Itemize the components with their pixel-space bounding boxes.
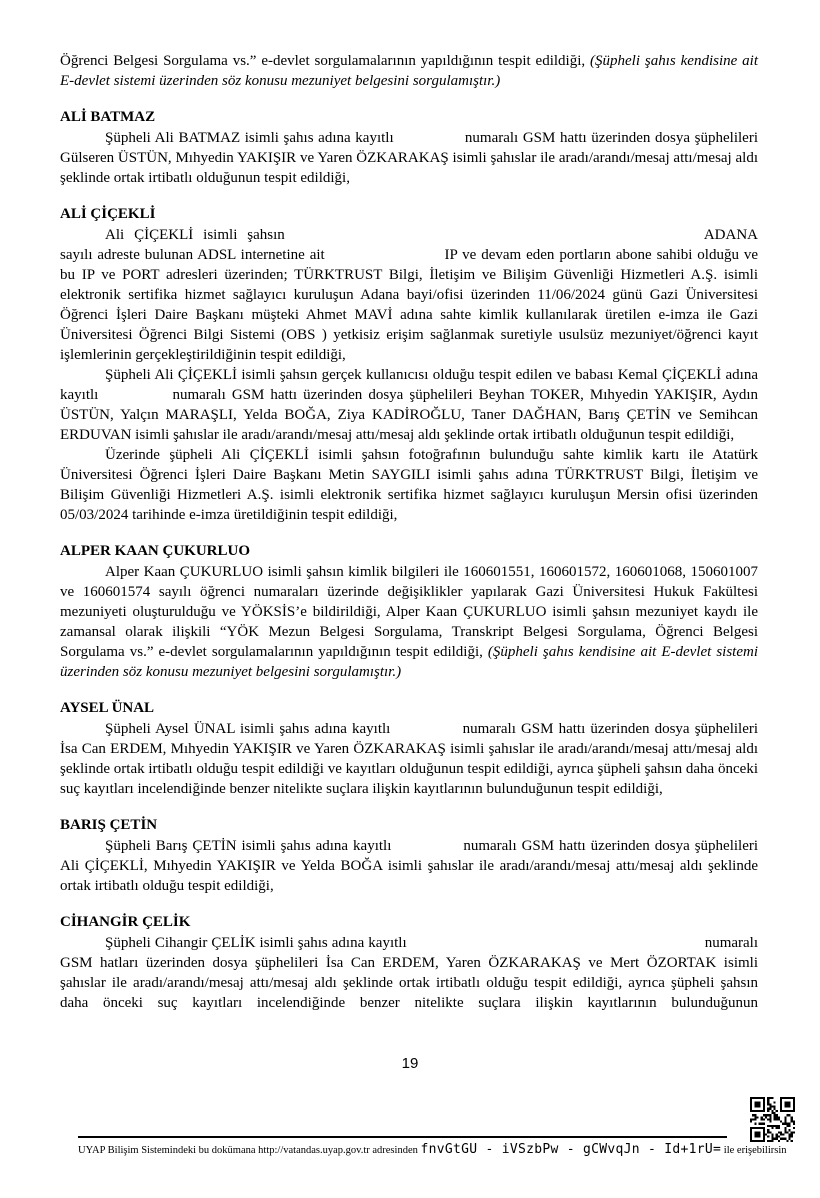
section-heading: BARIŞ ÇETİN	[60, 817, 158, 833]
redacted-blank	[411, 946, 701, 947]
document-section	[60, 698, 758, 799]
paragraph	[60, 225, 758, 365]
footer-divider	[78, 1136, 727, 1138]
text-run: Şüpheli Ali BATMAZ isimli şahıs adına kayıtlı	[105, 130, 394, 146]
document-section	[60, 204, 758, 525]
verification-code: fnvGtGU - iVSzbPw - gCWvqJn - Id+1rU=	[420, 1142, 722, 1157]
paragraph	[60, 836, 758, 896]
qr-code	[750, 1097, 795, 1142]
text-run: Öğrenci Belgesi Sorgulama vs.” e-devlet sorgulamalarının yapıldığının tespit edildiği,	[60, 53, 586, 69]
redacted-blank	[398, 141, 460, 142]
redacted-blank	[295, 238, 695, 239]
text-run: Şüpheli Cihangir ÇELİK isimli şahıs adına kayıtlı	[105, 935, 407, 951]
document-section	[60, 912, 758, 1013]
italic-text: (Şüpheli şahıs kendisine ait E-devlet sistemi üzerinden söz konusu mezuniyet belgesini sorgulamıştır.)	[60, 53, 758, 89]
section-heading: CİHANGİR ÇELİK	[60, 914, 191, 930]
document-section	[60, 107, 758, 188]
paragraph	[60, 445, 758, 525]
page-number: 19	[401, 1055, 419, 1072]
redacted-blank	[395, 732, 457, 733]
document-section	[60, 541, 758, 682]
text-run: numaralı GSM hatları üzerinden dosya şüphelileri İsa Can ERDEM, Yaren ÖZKARAKAŞ ve Mert ÖZORTAK isimli şahıslar ile aradı/arandı/mesaj attı/mesaj aldı şeklinde ortak irtibatlı olduğu tespit edildiği, ayrıca şüpheli şahsın daha önceki suç kayıtları incelendiğinde benzer nitelikte suçlara ilişkin kayıtlarının bulunduğunun	[60, 935, 759, 1011]
section-heading: AYSEL ÜNAL	[60, 700, 155, 716]
paragraph	[60, 933, 758, 1013]
text-run: Şüpheli Ali ÇİÇEKLİ isimli şahsın gerçek kullanıcısı olduğu tespit edilen ve babası Kemal ÇİÇEKLİ adına kayıtlı	[60, 367, 758, 403]
redacted-blank	[396, 849, 458, 850]
paragraph	[60, 562, 758, 682]
text-run: ADANA sayılı adreste bulunan ADSL internetine ait	[60, 227, 759, 263]
paragraph	[60, 719, 758, 799]
footer-prefix: UYAP Bilişim Sistemindeki bu dokümana http://vatandas.uyap.gov.tr adresinden	[78, 1145, 418, 1156]
text-run: IP ve devam eden portların abone sahibi olduğu ve bu IP ve PORT adresleri üzerinden; TÜRKTRUST Bilgi, İletişim ve Bilişim Güvenliği Hizmetleri A.Ş. isimli elektronik sertifika hizmet sağlayıcı kuruluşun Adana bayi/ofisi üzerinden 11/06/2024 günü Gazi Üniversitesi Öğrenci İşleri Daire Başkanı müşteki Ahmet MAVİ adına sahte kimlik kullanılarak üretilen e-imza ile Gazi Üniversitesi Öğrenci Bilgi Sistemi (OBS ) yetkisiz erişim sağlanmak suretiyle usulsüz mezuniyet/öğrenci kayıt işlemlerinin gerçekleştirildiğinin tespit edildiği,	[60, 247, 759, 363]
paragraph	[60, 51, 758, 91]
text-run: Üzerinde şüpheli Ali ÇİÇEKLİ isimli şahsın fotoğrafının bulunduğu sahte kimlik kartı ile Atatürk Üniversitesi Öğrenci İşleri Daire Başkanı Metin SAYGILI isimli şahıs adına TÜRKTRUST Bilgi, İletişim ve Bilişim Güvenliği Hizmetleri A.Ş. isimli elektronik sertifika hizmet sağlayıcı kuruluşun Mersin ofisi üzerinden 05/03/2024 tarihinde e-imza üretildiğinin tespit edildiği,	[60, 447, 758, 523]
redacted-blank	[104, 398, 166, 399]
text-run: Şüpheli Aysel ÜNAL isimli şahıs adına kayıtlı	[105, 721, 391, 737]
document-body	[60, 51, 758, 1013]
text-run: Alper Kaan ÇUKURLUO isimli şahsın kimlik bilgileri ile 160601551, 160601572, 160601068, 150601007 ve 160601574 sayılı öğrenci numaraları üzerinde değişiklikler yapılarak Gazi Üniversitesi Hukuk Fakültesi mezuniyeti oluşturulduğu ve YÖKSİS’e bildirildiği, Alper Kaan ÇUKURLUO isimli şahsın mezuniyet kaydı ile zamansal olarak ilişkili “YÖK Mezun Belgesi Sorgulama, Transkript Belgesi Sorgulama, Öğrenci Belgesi Sorgulama vs.” e-devlet sorgulamalarının yapıldığının tespit edildiği,	[60, 564, 758, 660]
text-run: numaralı GSM hattı üzerinden dosya şüphelileri Beyhan TOKER, Mıhyedin YAKIŞIR, Aydın ÜSTÜN, Yalçın MARAŞLI, Yelda BOĞA, Ziya KADİROĞLU, Taner DAĞHAN, Barış ÇETİN ve Semihcan ERDUVAN isimli şahıslar ile aradı/arandı/mesaj attı/mesaj aldı şeklinde ortak irtibatlı olduğunun tespit edildiği,	[60, 387, 759, 443]
paragraph	[60, 128, 758, 188]
text-run: numaralı GSM hattı üzerinden dosya şüphelileri İsa Can ERDEM, Mıhyedin YAKIŞIR ve Yaren ÖZKARAKAŞ isimli şahıslar ile aradı/arandı/mesaj attı/mesaj aldı şeklinde ortak irtibatlı olduğu tespit edildiği ve kayıtları olduğunun tespit edildiği, ayrıca şüpheli şahsın daha önceki suç kayıtları incelendiğinde benzer nitelikte suçlara ilişkin kayıtlarının bulunduğunun tespit edildiği,	[60, 721, 759, 797]
footer-access-note	[78, 1141, 788, 1159]
text-run: numaralı GSM hattı üzerinden dosya şüphelileri Ali ÇİÇEKLİ, Mıhyedin YAKIŞIR ve Yelda BOĞA isimli şahıslar ile aradı/arandı/mesaj attı/mesaj aldı şeklinde ortak irtibatlı olduğu tespit edildiği,	[60, 838, 759, 894]
section-heading: ALİ ÇİÇEKLİ	[60, 206, 156, 222]
section-heading: ALİ BATMAZ	[60, 109, 156, 125]
paragraph	[60, 365, 758, 445]
section-heading: ALPER KAAN ÇUKURLUO	[60, 543, 251, 559]
redacted-blank	[330, 258, 440, 259]
text-run: Şüpheli Barış ÇETİN isimli şahıs adına kayıtlı	[105, 838, 392, 854]
text-run: numaralı GSM hattı üzerinden dosya şüphelileri Gülseren ÜSTÜN, Mıhyedin YAKIŞIR ve Yaren ÖZKARAKAŞ isimli şahıslar ile aradı/arandı/mesaj attı/mesaj aldı şeklinde ortak irtibatlı olduğunun tespit edildiği,	[60, 130, 759, 186]
text-run: Ali ÇİÇEKLİ isimli şahsın	[105, 227, 285, 243]
italic-text: (Şüpheli şahıs kendisine ait E-devlet sistemi üzerinden söz konusu mezuniyet belgesini sorgulamıştır.)	[60, 644, 758, 680]
footer-suffix: ile erişebilirsin	[723, 1145, 787, 1156]
document-section	[60, 815, 758, 896]
